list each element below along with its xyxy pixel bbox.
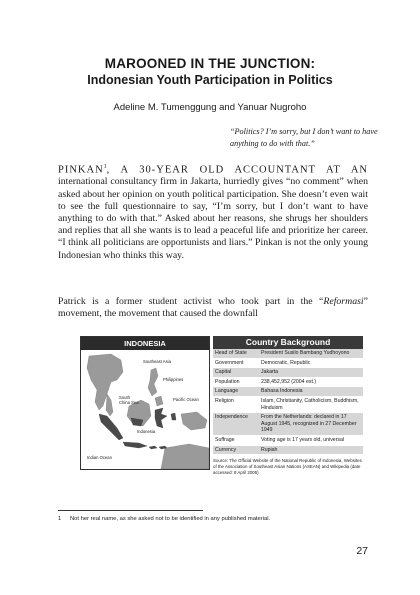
paragraph-2-start: Patrick is a former student activist who took part in the “	[58, 296, 324, 307]
label-southeast-asia: Southeast Asia	[143, 359, 171, 364]
footnote	[58, 516, 368, 522]
row-key: Language	[213, 387, 259, 397]
table-row	[213, 377, 363, 387]
table-row	[213, 387, 363, 397]
epigraph-quote: “Politics? I’m sorry, but I don’t want to have anything to do with that.”	[230, 127, 378, 148]
table-row	[213, 368, 363, 378]
footnote-reference: 1	[103, 164, 107, 170]
table-row	[213, 445, 363, 455]
paragraph-2-end: ” movement, the movement that caused the downfall	[58, 296, 368, 320]
country-background-table	[213, 349, 363, 455]
reformasi-term: Reformasi	[323, 296, 364, 307]
row-value: Jakarta	[259, 368, 363, 378]
label-indonesia: Indonesia	[137, 429, 156, 434]
lead-rest: , A 30-YEAR OLD ACCOUNTANT AT AN	[106, 164, 368, 176]
paragraph-1-body: international consultancy firm in Jakarta, hurriedly gives “no comment” when asked about her opinion on youth political participation. She doesn’t even wait to see the full questionnaire to say, “I’m sorry, but I don’t want to have anything to do with that.” Asked about her reasons, she shrugs her shoulders and replies that all she wants is to lead a peaceful life and prioritize her career. “I think all politicians are opportunists and liars.” Pinkan is not the only young Indonesian who thinks this way.	[58, 176, 368, 261]
row-value: From the Netherlands: declared in 17 August 1945, recognized in 27 December 1949	[259, 413, 363, 436]
page-title: MAROONED IN THE JUNCTION:	[104, 56, 316, 71]
row-key: Government	[213, 358, 259, 368]
lead-word: PINKAN	[58, 164, 104, 176]
page-number: 27	[356, 545, 368, 557]
row-key: Currency	[213, 445, 259, 455]
row-value: Islam, Christianity, Catholicism, Buddhism, Hinduism	[259, 396, 363, 412]
row-value: Democratic, Republic	[259, 358, 363, 368]
footnote-text: Not her real name, as she asked not to be identified in any published material.	[70, 516, 271, 522]
table-row	[213, 396, 363, 412]
label-indian-ocean: Indian Ocean	[87, 455, 112, 460]
row-value: 238,452,952 (2004 est.)	[259, 377, 363, 387]
label-south-china-sea: South China Sea	[119, 395, 139, 405]
label-pacific-ocean: Pacific Ocean	[173, 397, 199, 402]
map-title: INDONESIA	[81, 337, 209, 350]
country-background-title: Country Background	[213, 336, 363, 349]
row-value: Voting age is 17 years old, universal	[259, 435, 363, 445]
row-key: Religion	[213, 396, 259, 412]
indonesia-map-box	[80, 336, 210, 470]
row-key: Suffrage	[213, 435, 259, 445]
table-row	[213, 435, 363, 445]
row-key: Population	[213, 377, 259, 387]
paragraph-1	[58, 161, 368, 262]
table-row	[213, 358, 363, 368]
row-value: President Susilo Bambang Yudhoyono	[259, 349, 363, 358]
page-subtitle: Indonesian Youth Participation in Politics	[87, 73, 333, 87]
country-background-source: Source: The Official Website of the National Republic of Indonesia, Websites of the Association of Southeast Asian Nations (ASEAN) and Wikipedia (date accessed: 8 April 2005)	[213, 458, 362, 476]
label-philippines: Philippines	[163, 377, 184, 382]
footnote-number: 1	[58, 516, 62, 522]
row-value: Bahasa Indonesia	[259, 387, 363, 397]
country-background-box	[213, 336, 363, 476]
row-value: Rupiah	[259, 445, 363, 455]
mainland-shape	[87, 354, 123, 410]
authors: Adeline M. Tumenggung and Yanuar Nugroho	[113, 102, 307, 113]
row-key: Head of State	[213, 349, 259, 358]
row-key: Capital	[213, 368, 259, 378]
row-key: Independence	[213, 413, 259, 436]
footnote-rule	[58, 510, 203, 511]
map-graphic	[81, 350, 209, 469]
paragraph-2	[58, 296, 368, 320]
table-row	[213, 349, 363, 358]
table-row	[213, 413, 363, 436]
